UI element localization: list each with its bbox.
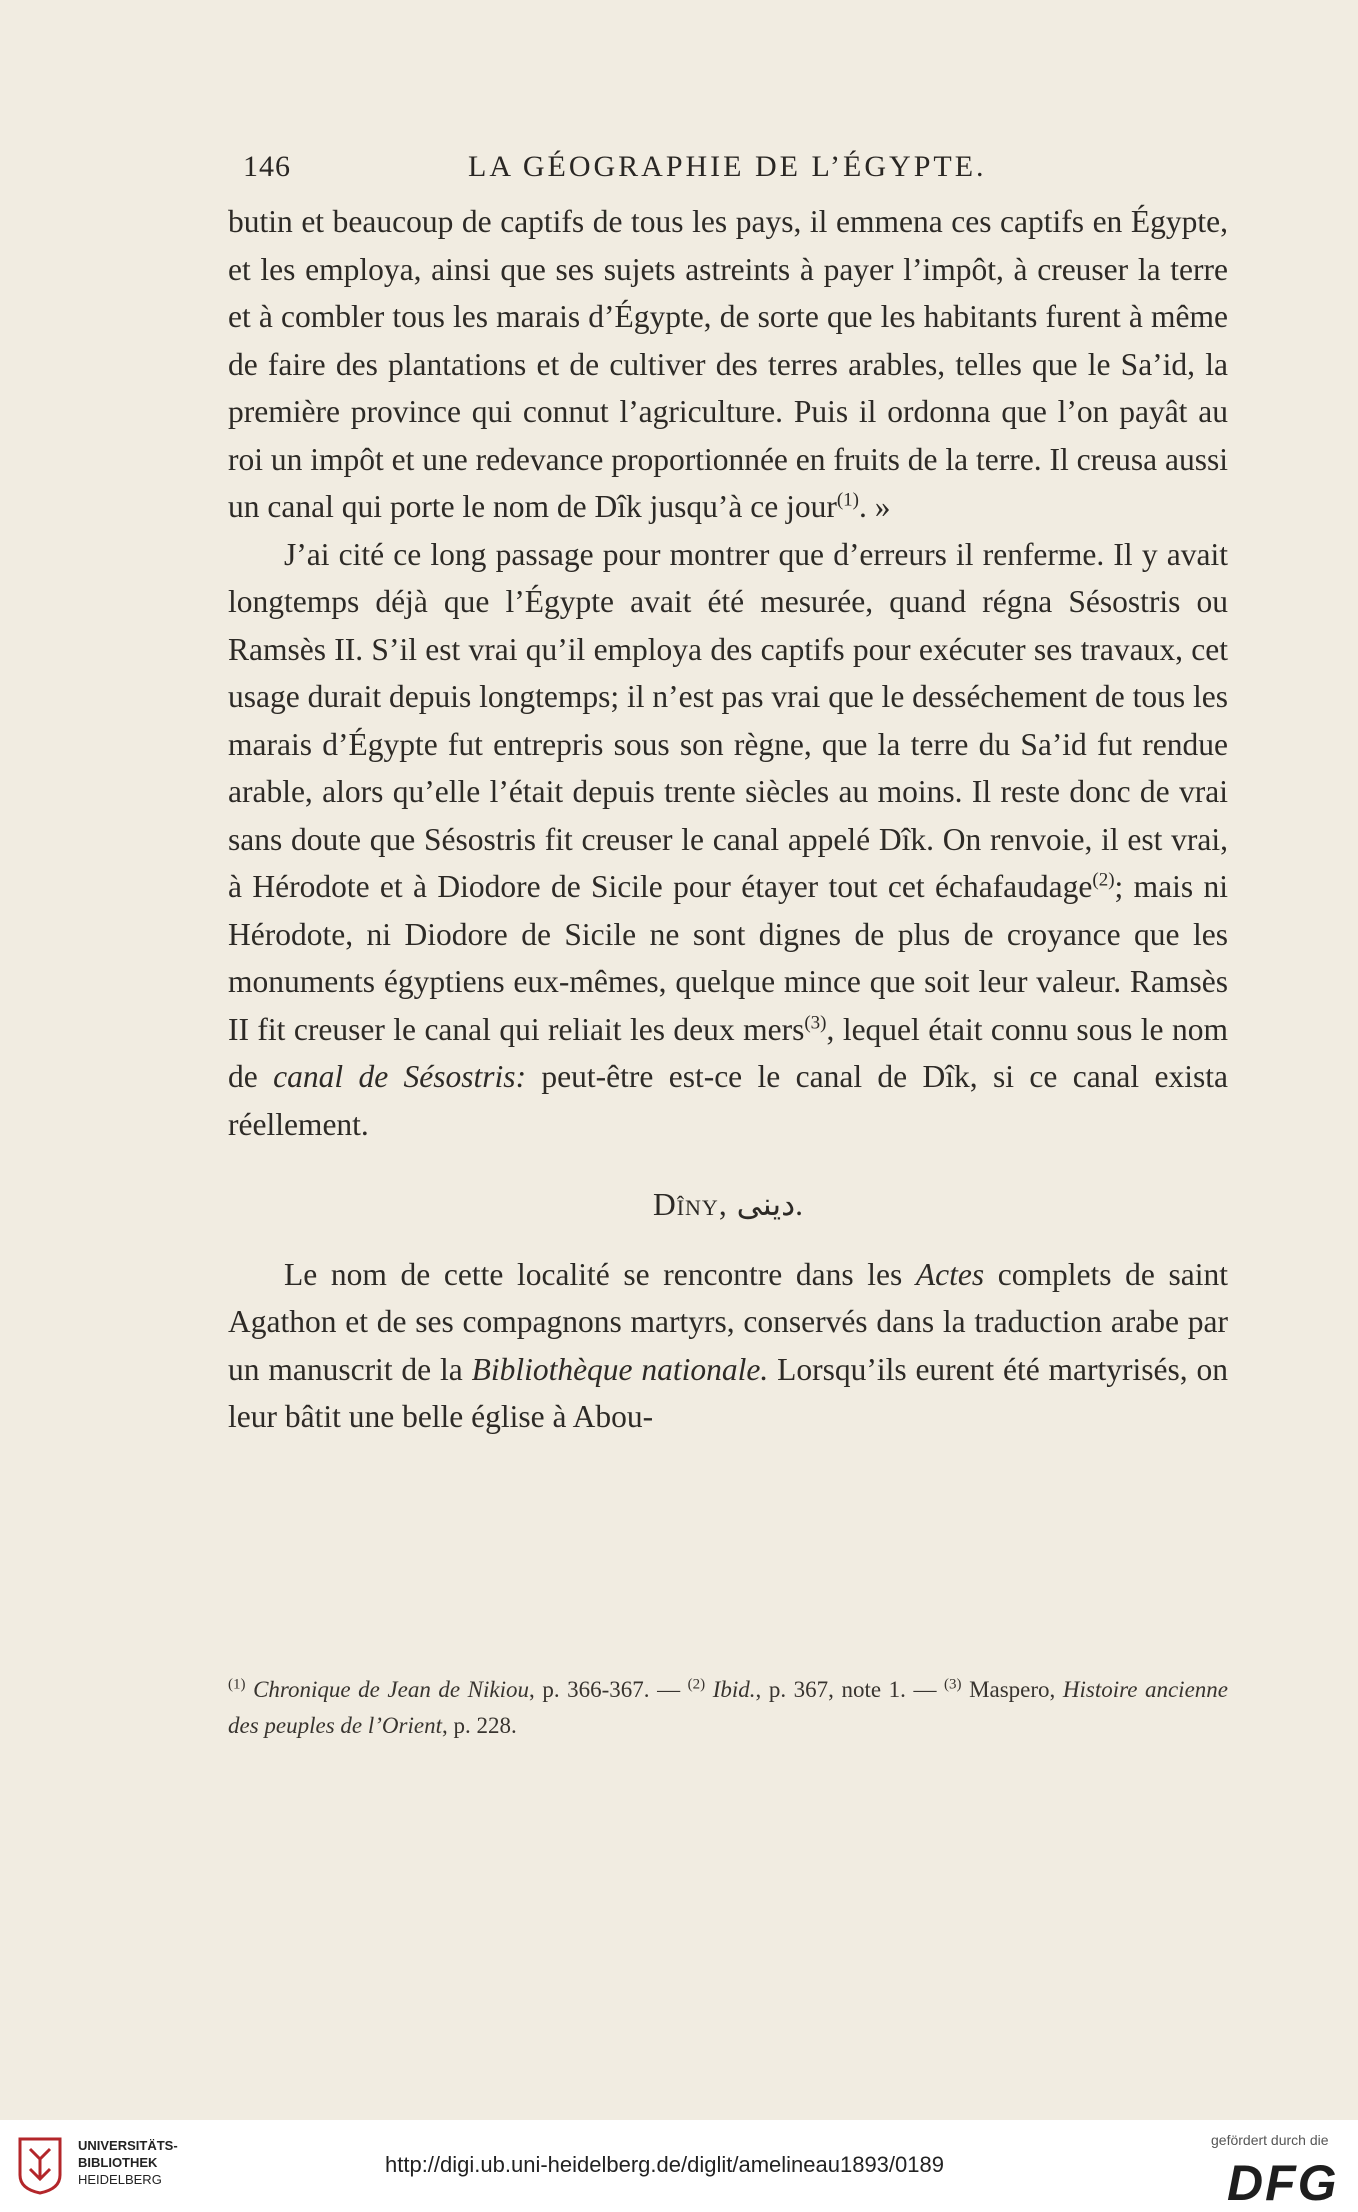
section-heading [228,1181,1228,1229]
funding-caption: gefördert durch die [1211,2132,1329,2148]
dfg-logo: DFG [1227,2155,1339,2211]
library-line: UNIVERSITÄTS- [78,2138,178,2153]
text-run: , p. 366-367. — [529,1677,688,1702]
page-number: 146 [243,150,291,183]
text-run: , p. 367, note 1. — [755,1677,945,1702]
text-run: Maspero, [961,1677,1063,1702]
university-seal-icon [12,2135,68,2197]
footnote-marker-2: (2) [687,1676,706,1693]
footnote-ref-1: (1) [836,489,859,511]
text-run: . » [858,489,891,524]
paragraph-commentary [228,531,1228,1149]
footnote-title: Chronique de Jean de Nikiou [253,1677,530,1702]
body-text [228,198,1228,1441]
italic-term: canal de Sésostris: [273,1059,527,1094]
paragraph-quote-end [228,198,1228,531]
text-run: ; mais ni Hérodote, ni Diodore de Sicile ne sont dignes de plus de croyance que les monuments égyptiens eux-mêmes, quelque mince que soit leur valeur. Ramsès II fit creuser le canal qui reliait les deux mers [228,869,1229,1047]
library-line: HEIDELBERG [78,2172,162,2187]
text-run: peut-être est-ce le canal de Dîk, si ce canal exista réellement. [228,1059,1229,1142]
viewer-footer [0,2120,1358,2212]
footnote-marker-1: (1) [228,1676,246,1693]
footnote-block [228,1672,1228,1744]
text-run: butin et beaucoup de captifs de tous les pays, il emmena ces captifs en Égypte, et les employa, ainsi que ses sujets astreints à payer l’impôt, à creuser la terre et à combler tous les marais d’Égypte, de sorte que les habitants furent à même de faire des plantations et de cultiver des terres arables, telles que le Sa’id, la première province qui connut l’agriculture. Puis il ordonna que l’on payât au roi un impôt et une redevance proportionnée en fruits de la terre. Il creusa aussi un canal qui porte le nom de Dîk jusqu’à ce jour [228,204,1228,524]
separator: , [718,1187,737,1222]
source-url-link[interactable]: http://digi.ub.uni-heidelberg.de/diglit/amelineau1893/0189 [385,2152,944,2177]
footnote-ref-2: (2) [1092,869,1115,891]
footnote-title: Ibid. [712,1677,756,1702]
footnotes [228,1672,1228,1744]
arabic-place-name: دينى [736,1187,796,1222]
heading-end: . [795,1187,804,1222]
text-run: , p. 228. [441,1713,517,1738]
library-name [78,2137,178,2188]
place-name: Dîny [652,1187,719,1222]
text-run: Lorsqu’ils eurent été martyrisés, on leur bâtit une belle église à Abou- [228,1351,1228,1434]
italic-term: Bibliothèque nationale. [471,1351,769,1387]
italic-term: Actes [915,1256,985,1292]
paragraph-diny [228,1251,1228,1441]
running-title: LA GÉOGRAPHIE DE L’ÉGYPTE. [468,150,987,183]
footnote-ref-3: (3) [804,1012,827,1033]
footnote-marker-3: (3) [944,1676,962,1693]
text-run: Le nom de cette localité se rencontre dans les [284,1256,916,1292]
text-run: , lequel était connu sous le nom de [228,1011,1228,1094]
footnote-title: Histoire ancienne des peuples de l’Orient [228,1677,1228,1738]
text-run: complets de saint Agathon et de ses compagnons martyrs, conservés dans la traduction arabe par un manuscrit de la [228,1256,1229,1387]
text-run: J’ai cité ce long passage pour montrer que d’erreurs il renferme. Il y avait longtemps déjà que l’Égypte avait été mesurée, quand régna Sésostris ou Ramsès II. S’il est vrai qu’il employa des captifs pour exécuter ses travaux, cet usage durait depuis longtemps; il n’est pas vrai que le desséchement de tous les marais d’Égypte fut entrepris sous son règne, que la terre du Sa’id fut rendue arable, alors qu’elle l’était depuis trente siècles au moins. Il reste donc de vrai sans doute que Sésostris fit creuser le canal appelé Dîk. On renvoie, il est vrai, à Hérodote et à Diodore de Sicile pour étayer tout cet échafaudage [228,536,1228,904]
library-line: BIBLIOTHEK [78,2155,158,2170]
